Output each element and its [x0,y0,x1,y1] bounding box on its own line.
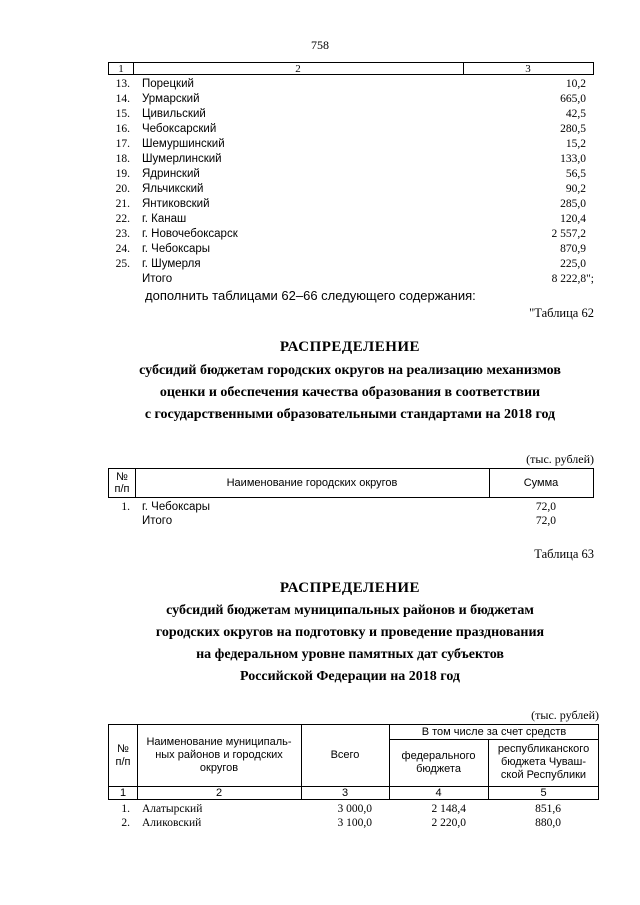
row-number: 22. [115,213,130,225]
row-name: Цивильский [142,108,206,120]
row-number: 17. [115,138,130,150]
row-name: Алатырский [142,803,203,815]
row-value: 285,0 [560,198,586,210]
row-federal: 2 220,0 [431,817,466,829]
table-row [108,167,594,181]
row-number: 1. [121,501,130,513]
row-number: 21. [115,198,130,210]
total-label: Итого [142,273,173,285]
table-63-units: (тыс. рублей) [531,708,599,722]
row-number: 23. [115,228,130,240]
row-value: 56,5 [565,168,586,180]
col-total-header: Всего [330,749,360,761]
row-name: Чебоксарский [142,123,217,135]
table-row [108,197,594,211]
table-row [108,152,594,166]
row-name: Шумерлинский [142,153,222,165]
col-republic-header: республиканского бюджета Чуваш- ской Республики [497,743,590,781]
table-row [108,227,594,241]
row-value: 870,9 [560,243,586,255]
row-name: Урмарский [142,93,200,105]
column-number-1: 1 [118,63,124,75]
amendment-note: дополнить таблицами 62–66 следующего содержания: [145,288,476,303]
row-name: Яльчикский [142,183,204,195]
col-index-1: 1 [119,787,127,799]
row-name: Ядринский [142,168,200,180]
row-value: 225,0 [560,258,586,270]
table-62-subtitle-line-3: с государственными образовательными стандартами на 2018 год [144,407,556,422]
table-63-header [108,724,599,800]
continuation-total-row [108,272,594,286]
table-63-subtitle-line-3: на федеральном уровне памятных дат субъектов [196,647,504,662]
row-number: 18. [115,153,130,165]
row-name: Янтиковский [142,198,210,210]
table-row [108,212,594,226]
col-index-5: 5 [540,787,547,799]
table-62-row [108,500,594,514]
col-index-2: 2 [215,787,223,799]
page-number: 758 [311,38,329,52]
table-row [108,122,594,136]
col-name-header: Наименование городских округов [226,477,398,489]
table-row [108,107,594,121]
table-63-subtitle-line-2: городских округов на подготовку и проведение празднования [155,625,545,640]
row-name: г. Канаш [142,213,187,225]
row-republic: 880,0 [535,817,561,829]
table-63-row [108,802,599,816]
row-value: 280,5 [560,123,586,135]
row-value: 90,2 [565,183,586,195]
row-total: 3 100,0 [337,817,372,829]
table-62-title: РАСПРЕДЕЛЕНИЕ [279,339,421,355]
col-num-header: № п/п [114,471,130,495]
table-row [108,242,594,256]
row-federal: 2 148,4 [431,803,466,815]
row-name: Аликовский [142,817,202,829]
continuation-table-header [108,62,594,75]
row-number: 19. [115,168,130,180]
table-63-subtitle-line-1: субсидий бюджетам муниципальных районов и бюджетам [166,603,534,618]
table-63-row [108,816,599,830]
table-63-subtitle-line-4: Российской Федерации на 2018 год [239,669,460,684]
table-62-label: "Таблица 62 [529,306,594,320]
total-value: 8 222,8"; [551,273,594,285]
col-sum-header: Сумма [523,477,559,489]
table-row [108,137,594,151]
row-value: 72,0 [535,501,556,513]
table-62-header [108,468,594,498]
row-value: 15,2 [565,138,586,150]
col-name-header: Наименование муниципаль- ных районов и городских округов [146,736,292,774]
row-number: 24. [115,243,130,255]
row-republic: 851,6 [535,803,561,815]
row-number: 13. [115,78,130,90]
row-name: г. Чебоксары [142,243,211,255]
row-value: 665,0 [560,93,586,105]
table-row [108,77,594,91]
table-63-title: РАСПРЕДЕЛЕНИЕ [279,580,421,596]
row-name: Порецкий [142,78,194,90]
table-62-total-row [108,514,594,528]
row-name: г. Новочебоксарск [142,228,238,240]
table-row [108,257,594,271]
total-value: 72,0 [535,515,556,527]
table-row [108,92,594,106]
column-number-2: 2 [295,63,301,75]
table-62-subtitle-line-2: оценки и обеспечения качества образования в соответствии [159,385,541,400]
col-num-header: № п/п [115,742,131,768]
row-number: 15. [115,108,130,120]
col-index-3: 3 [341,787,349,799]
column-number-3: 3 [525,63,531,75]
row-value: 42,5 [565,108,586,120]
table-62-subtitle-line-1: субсидий бюджетам городских округов на реализацию механизмов [139,363,561,378]
row-name: г. Чебоксары [142,501,211,513]
row-name: г. Шумерля [142,258,201,270]
row-total: 3 000,0 [337,803,372,815]
row-number: 2. [121,817,130,829]
row-number: 16. [115,123,130,135]
table-row [108,182,594,196]
col-index-4: 4 [435,787,442,799]
row-value: 133,0 [560,153,586,165]
row-number: 20. [115,183,130,195]
total-label: Итого [142,515,173,527]
table-63-label: Таблица 63 [534,547,594,561]
table-62-units: (тыс. рублей) [526,452,594,466]
row-number: 14. [115,93,130,105]
row-number: 25. [115,258,130,270]
col-federal-header: федерального бюджета [401,749,476,775]
row-name: Шемуршинский [142,138,225,150]
row-value: 2 557,2 [551,228,586,240]
row-value: 120,4 [560,213,586,225]
row-value: 10,2 [565,78,586,90]
col-including-header: В том числе за счет средств [421,725,567,738]
row-number: 1. [121,803,130,815]
